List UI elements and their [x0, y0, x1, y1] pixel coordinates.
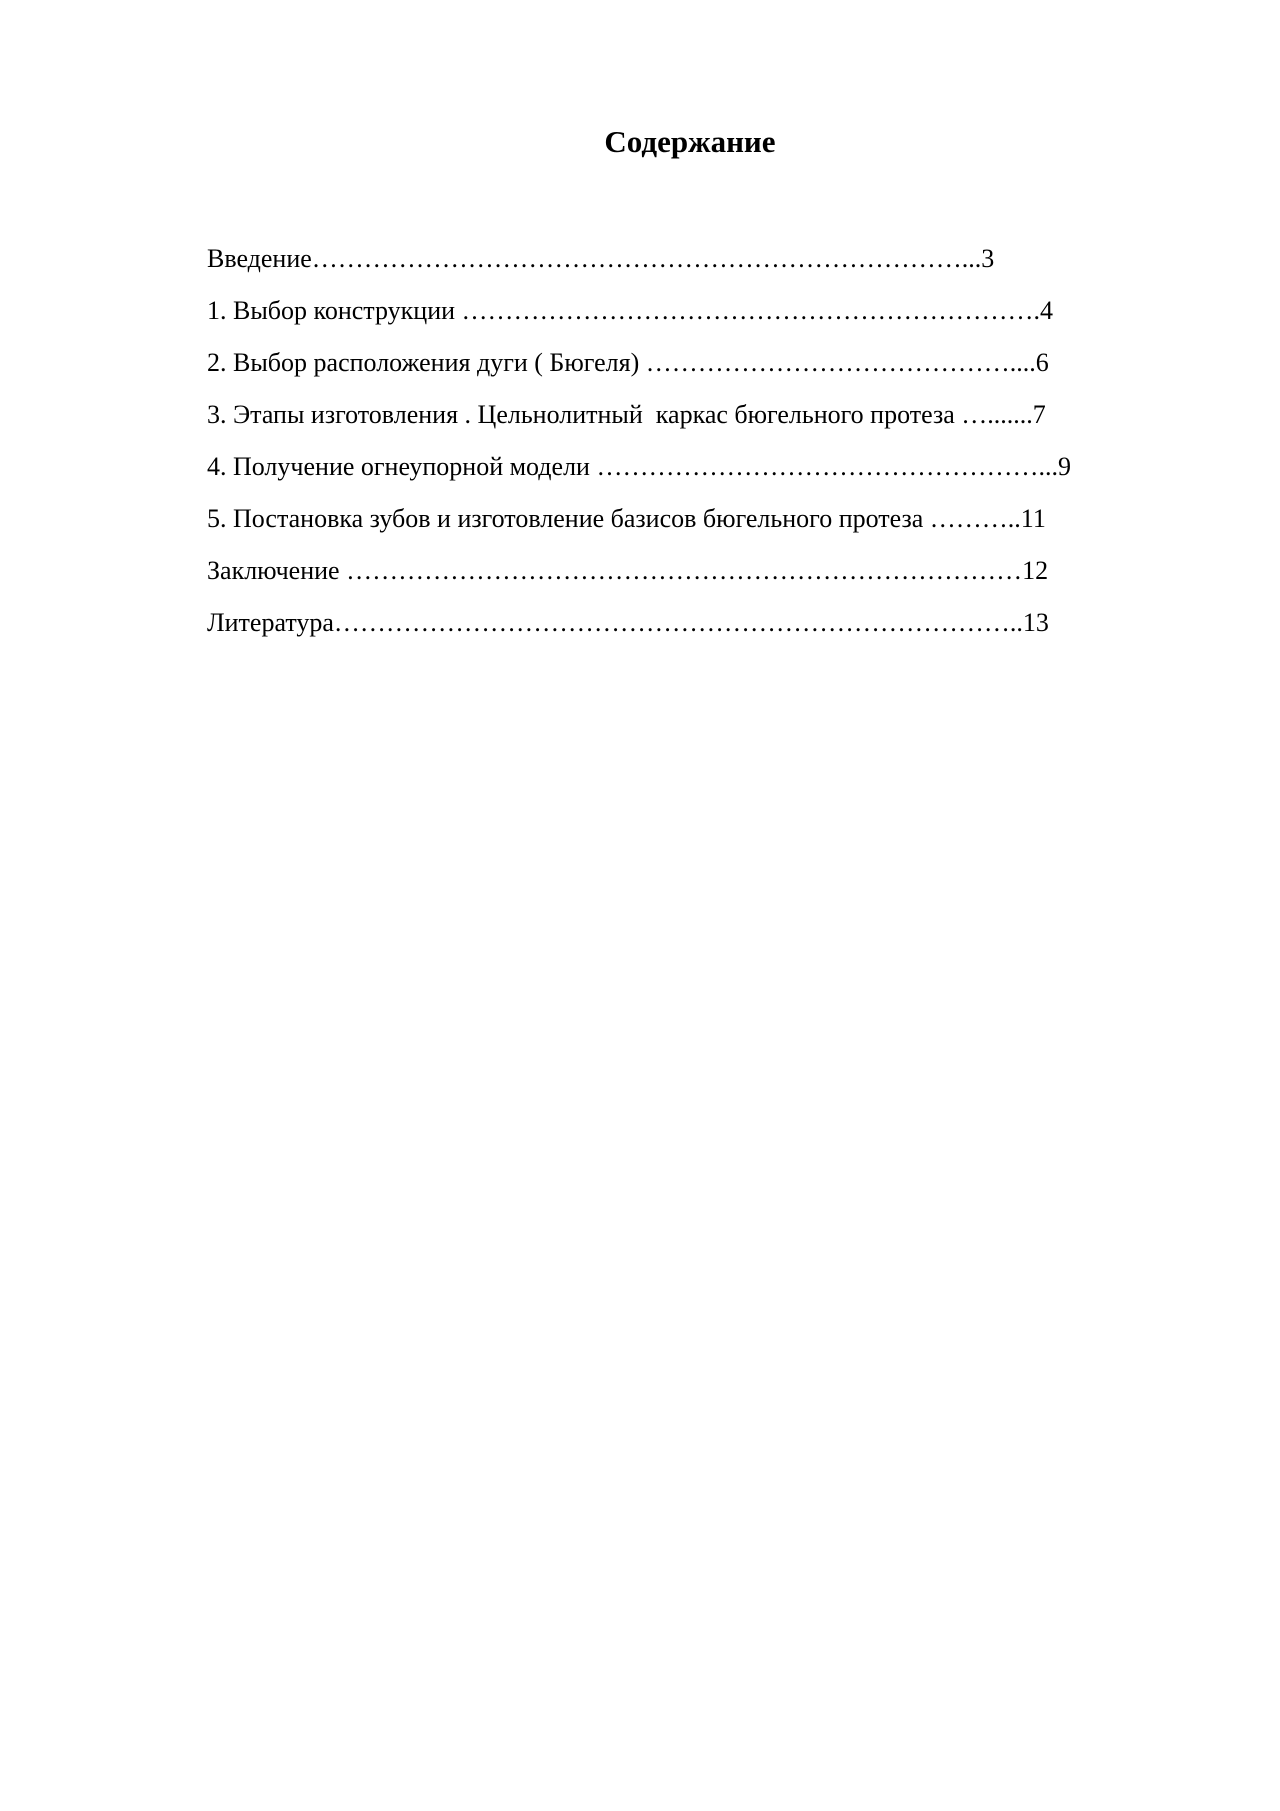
toc-entry-section-2: 2. Выбор расположения дуги ( Бюгеля) ……………………………………....6	[207, 348, 1049, 377]
table-of-contents	[207, 239, 1107, 655]
toc-entry-introduction: Введение…………………………………………………………………...3	[207, 244, 995, 273]
page-title: Содержание	[604, 124, 776, 159]
toc-entry-section-5: 5. Постановка зубов и изготовление базисов бюгельного протеза ………..11	[207, 504, 1046, 533]
toc-entry-section-4: 4. Получение огнеупорной модели ……………………………………………...9	[207, 452, 1071, 481]
toc-entry-section-1: 1. Выбор конструкции ………………………………………………………….4	[207, 296, 1054, 325]
toc-entry-literature: Литература……………………………………………………………………..13	[207, 608, 1049, 637]
toc-entry-section-3: 3. Этапы изготовления . Цельнолитный каркас бюгельного протеза ….......7	[207, 400, 1046, 429]
toc-entry-conclusion: Заключение ……………………………………………………………………12	[207, 556, 1049, 585]
